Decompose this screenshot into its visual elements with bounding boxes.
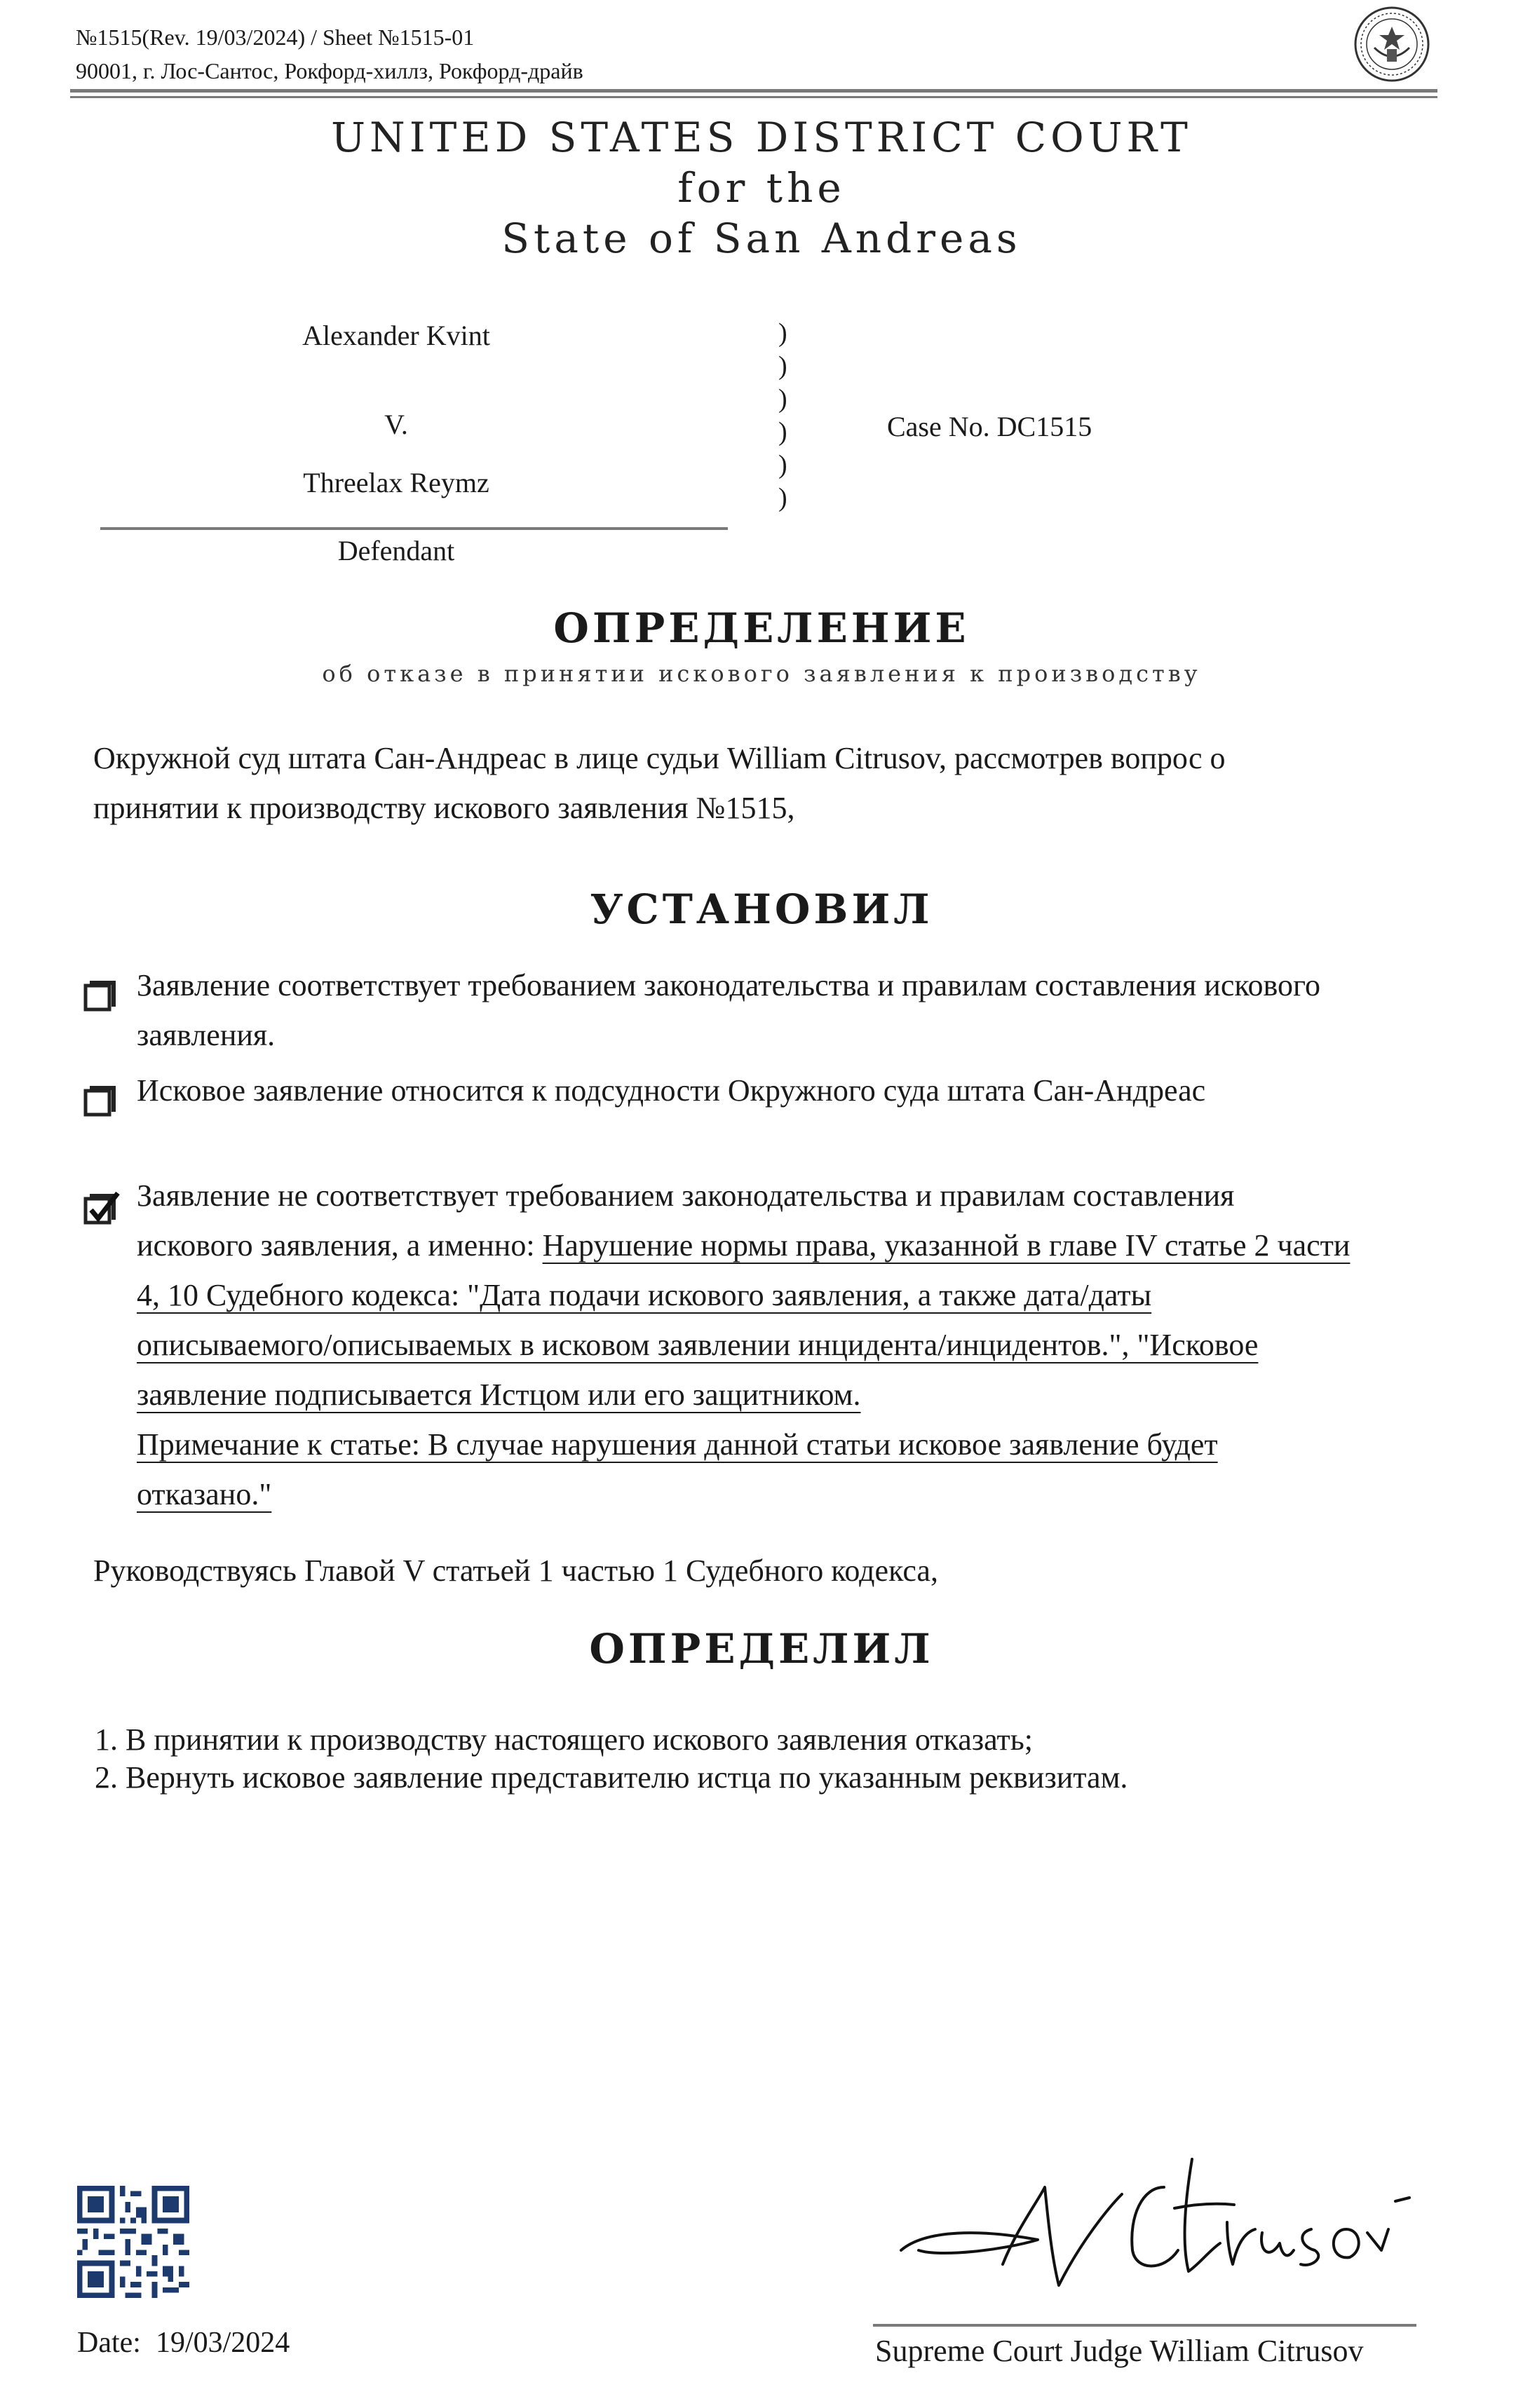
court-address: 90001, г. Лос-Сантос, Рокфорд-хиллз, Рокфорд-драйв <box>76 58 583 83</box>
versus-label: V. <box>384 409 408 440</box>
established-item-1 <box>137 960 1469 1060</box>
judge-title: Supreme Court Judge William Citrusov <box>875 2334 1364 2368</box>
item-3-line-5: заявление подписывается Истцом или его защитником. <box>137 1378 861 1412</box>
form-number: №1515(Rev. 19/03/2024) / Sheet №1515-01 <box>76 25 475 50</box>
established-item-2 <box>137 1066 1469 1115</box>
caption-paren: ) <box>778 450 787 479</box>
checkbox-empty-icon <box>83 980 108 1005</box>
decision-2: 2. Вернуть исковое заявление представителю истца по указанным реквизитам. <box>95 1760 1128 1795</box>
item-3-line-1: Заявление не соответствует требованием законодательства и правилам составления <box>137 1178 1235 1213</box>
item-3-note-line-2: отказано." <box>137 1477 272 1511</box>
court-seal-icon <box>1353 6 1430 83</box>
header-rule-top <box>70 89 1437 93</box>
court-line-3: State of San Andreas <box>501 215 1022 262</box>
decision-1: 1. В принятии к производству настоящего искового заявления отказать; <box>95 1722 1034 1757</box>
header-rule-bottom <box>70 96 1437 98</box>
intro-line-2: принятии к производству искового заявления №1515, <box>93 791 795 825</box>
date-label: Date: <box>77 2327 141 2359</box>
item-1-line-2: заявления. <box>137 1018 276 1052</box>
caption-paren: ) <box>778 417 787 447</box>
date-value: 19/03/2024 <box>155 2327 290 2359</box>
item-1-line-1: Заявление соответствует требованием законодательства и правилам составления искового <box>137 968 1320 1002</box>
caption-paren: ) <box>778 351 787 381</box>
judge-signature <box>898 2145 1416 2306</box>
decisions-list <box>95 1721 1128 1797</box>
checkbox-empty-icon <box>83 1085 108 1110</box>
case-number: Case No. DC1515 <box>887 411 1092 442</box>
item-3-line-4: описываемого/описываемых в исковом заявлении инцидента/инцидентов.", "Исковое <box>137 1328 1259 1362</box>
plaintiff-name: Alexander Kvint <box>302 320 490 351</box>
established-heading: УСТАНОВИЛ <box>590 885 933 933</box>
item-3-violation-text: Нарушение нормы права, указанной в главе IV статье 2 части <box>542 1228 1351 1263</box>
defendant-label: Defendant <box>337 535 455 566</box>
document-subtitle: об отказе в принятии искового заявления к производству <box>322 660 1201 687</box>
intro-line-1: Окружной суд штата Сан-Андреас в лице судьи William Citrusov, рассмотрев вопрос о <box>93 741 1226 775</box>
court-heading <box>0 112 1523 264</box>
decided-heading: ОПРЕДЕЛИЛ <box>589 1625 934 1673</box>
caption-paren: ) <box>778 318 787 348</box>
item-3-line-2 <box>137 1220 1469 1270</box>
guided-by-text: Руководствуясь Главой V статьей 1 частью 1 Судебного кодекса, <box>93 1553 938 1588</box>
defendant-name: Threelax Reymz <box>303 467 489 498</box>
item-2-line-1: Исковое заявление относится к подсудности Окружного суда штата Сан-Андреас <box>137 1073 1206 1108</box>
item-3-line-2-plain: искового заявления, а именно: <box>137 1228 543 1263</box>
signature-rule <box>873 2324 1416 2327</box>
caption-rule <box>100 527 728 530</box>
court-line-1: UNITED STATES DISTRICT COURT <box>331 114 1192 161</box>
qr-code-icon <box>77 2186 189 2298</box>
court-line-2: for the <box>677 164 846 212</box>
caption-paren: ) <box>778 483 787 512</box>
checkbox-checked-icon <box>83 1190 108 1216</box>
caption-paren: ) <box>778 384 787 414</box>
document-title: ОПРЕДЕЛЕНИЕ <box>553 604 970 652</box>
item-3-line-3: 4, 10 Судебного кодекса: "Дата подачи искового заявления, а также дата/даты <box>137 1278 1152 1312</box>
item-3-note-line-1: Примечание к статье: В случае нарушения данной статьи исковое заявление будет <box>137 1427 1218 1462</box>
established-item-3 <box>137 1171 1469 1519</box>
date-line <box>77 2326 290 2360</box>
